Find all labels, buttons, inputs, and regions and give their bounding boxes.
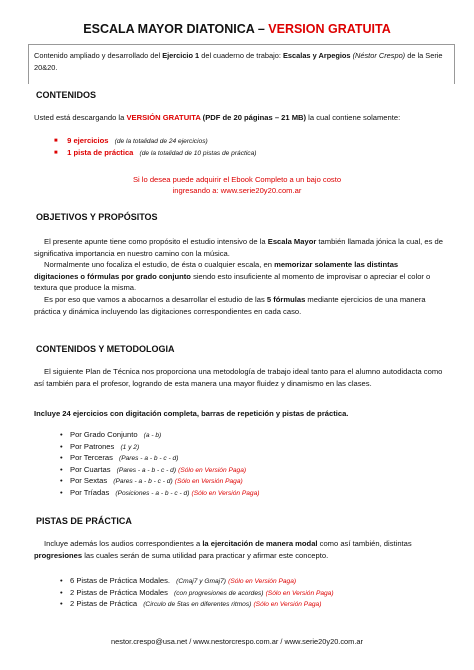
list-item (60, 442, 259, 454)
list-item (60, 599, 334, 611)
intro-book: Escalas y Arpegios (283, 51, 351, 60)
item-paid: (Sólo en Versión Paga) (174, 478, 243, 486)
footer-links[interactable]: nestor.crespo@usa.net / www.nestorcrespo.com.ar / www.serie20y20.com.ar (111, 637, 363, 646)
item-label: Por Cuartas (70, 464, 111, 474)
item-paid: (Sólo en Versión Paga) (178, 466, 247, 474)
item-note: (de la totalidad de 24 ejercicios) (114, 138, 208, 145)
intro-post: de la Serie 20&20. (34, 51, 443, 72)
list-item (60, 453, 259, 465)
metodologia-text (34, 366, 444, 389)
pistas-bold-1: la ejercitación de manera modal (202, 539, 318, 548)
item-label: Por Terceras (70, 453, 113, 463)
item-label: 1 pista de práctica (67, 147, 134, 157)
pistas-post: las cuales serán de suma utilidad para practicar y afirmar este concepto. (82, 550, 329, 560)
title-highlight: VERSION GRATUITA (268, 22, 391, 36)
list-item (54, 148, 256, 160)
intro-frame-left (28, 44, 29, 84)
item-note: (1 y 2) (120, 443, 140, 451)
item-note: (con progresiones de acordes) (174, 589, 264, 597)
contenidos-red: VERSIÓN GRATUITA (126, 113, 201, 122)
contenidos-post: la cual contiene solamente: (306, 113, 401, 122)
intro-author: (Néstor Crespo) (352, 51, 406, 60)
ebook-line-2[interactable]: ingresando a: www.serie20y20.com.ar (172, 186, 302, 195)
intro-frame-right (454, 44, 455, 84)
p2-pre: Normalmente uno focaliza el estudio, de ésta o cualquier escala, en (44, 260, 275, 270)
intro-text (34, 50, 444, 74)
intro-pre: Contenido ampliado y desarrollado del (34, 51, 163, 60)
pistas-text (34, 538, 444, 561)
item-label: Por Sextas (70, 476, 108, 486)
p1-pre: El presente apunte tiene como propósito el estudio intensivo de la (44, 237, 268, 246)
contenidos-heading: CONTENIDOS (36, 90, 97, 100)
objetivos-p2 (34, 259, 444, 294)
list-item (60, 476, 259, 488)
pistas-pre: Incluye además los audios correspondientes a (44, 539, 203, 548)
item-paid: (Sólo en Versión Paga) (253, 601, 322, 609)
item-note: (Cmaj7 y Gmaj7) (176, 578, 226, 585)
ebook-notice (0, 174, 474, 196)
p1-post: también llamada jónica la cual, es de significativa importancia en nuestro camino con la música. (34, 237, 443, 258)
p1-bold: Escala Mayor (267, 237, 317, 246)
pistas-bold-2: progresiones (34, 550, 83, 560)
ebook-line-1: Si lo desea puede adquirir el Ebook Completo a un bajo costo (132, 175, 342, 184)
objetivos-heading: OBJETIVOS Y PROPÓSITOS (36, 212, 158, 222)
contenidos-pre: Usted está descargando la (34, 113, 127, 122)
page-title (0, 22, 474, 36)
item-label: 2 Pistas de Práctica Modales (70, 587, 168, 597)
objetivos-text (34, 236, 444, 317)
list-item (60, 430, 259, 442)
item-label: 9 ejercicios (67, 136, 109, 145)
item-note: (Pares - a - b - c - d) (116, 466, 177, 474)
item-label: Por Patrones (70, 441, 115, 451)
metodologia-heading: CONTENIDOS Y METODOLOGIA (36, 344, 175, 354)
metodologia-p1: El siguiente Plan de Técnica nos proporciona una metodología de trabajo ideal tanto para el alumno autodidacta como así también para el profesor, logrando de esta manera una mayor fluidez y dinamismo en las clases. (34, 367, 443, 388)
title-main: ESCALA MAYOR DIATONICA – (83, 22, 265, 36)
p2-bold: memorizar solamente las distintas digitaciones o fórmulas por grado conjunto (34, 260, 399, 281)
contenidos-paragraph (34, 112, 444, 124)
pistas-p (34, 538, 444, 561)
list-item (60, 588, 334, 600)
item-note: (a - b) (143, 432, 162, 439)
objetivos-p3 (34, 294, 444, 317)
p3-post: mediante ejercicios de una manera práctica y dinámica incluyendo las digitaciones correspondientes en cada caso. (34, 294, 426, 316)
intro-exercise: Ejercicio 1 (162, 51, 200, 60)
p3-bold: 5 fórmulas (266, 294, 306, 304)
intro-mid: del cuaderno de trabajo: (199, 51, 283, 60)
list-item (60, 576, 334, 588)
objetivos-p1 (34, 236, 444, 259)
contenidos-bold: (PDF de 20 páginas – 21 MB) (200, 113, 307, 122)
item-paid: (Sólo en Versión Paga) (228, 578, 297, 585)
list-item (60, 488, 259, 500)
item-paid: (Sólo en Versión Paga) (265, 589, 334, 597)
list-item (60, 465, 259, 477)
pistas-list (60, 576, 334, 611)
item-note: (Posiciones - a - b - c - d) (115, 489, 190, 497)
item-label: 2 Pistas de Práctica (70, 599, 138, 609)
p3-pre: Es por eso que vamos a abocarnos a desarrollar el estudio de las (44, 294, 267, 304)
item-paid: (Sólo en Versión Paga) (191, 489, 260, 497)
item-note: (de la totalidad de 10 pistas de práctica) (139, 149, 257, 157)
item-note: (Circulo de 5tas en diferentes ritmos) (143, 601, 252, 609)
item-label: Por Grado Conjunto (70, 430, 138, 439)
item-label: Por Tríadas (70, 487, 110, 497)
metodologia-p2: Incluye 24 ejercicios con digitación completa, barras de repetición y pistas de práctica. (34, 409, 349, 418)
item-label: 6 Pistas de Práctica Modales. (70, 576, 171, 585)
list-item (54, 136, 256, 148)
pistas-heading: PISTAS DE PRÁCTICA (36, 516, 132, 526)
item-note: (Pares - a - b - c - d) (119, 455, 179, 463)
item-note: (Pares - a - b - c - d) (113, 478, 173, 486)
contenidos-list (54, 136, 256, 159)
p2-post: siendo esto insuficiente al momento de improvisar o apreciar el color o textura que produce la misma. (34, 271, 431, 293)
metodologia-list (60, 430, 259, 500)
pistas-mid: como así también, distintas (317, 539, 412, 548)
intro-frame-top (28, 44, 454, 45)
